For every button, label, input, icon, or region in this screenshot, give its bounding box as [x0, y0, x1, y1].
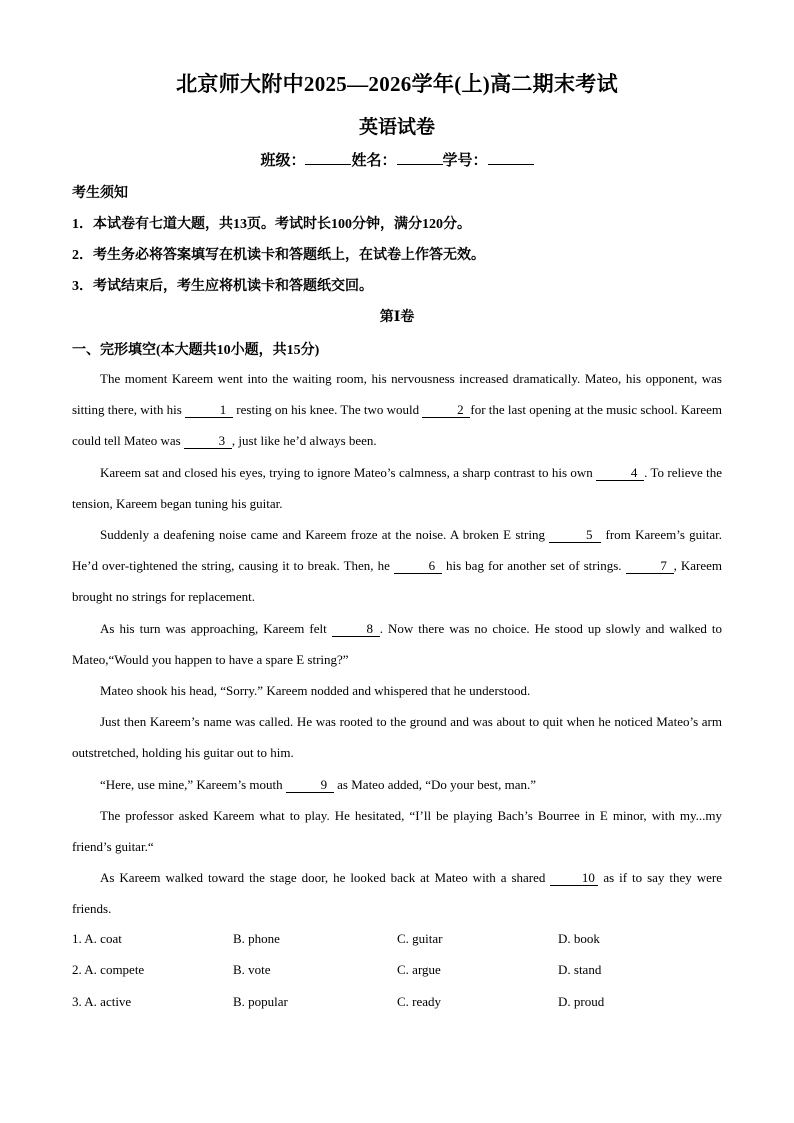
blank-6: 6 [394, 559, 442, 574]
exam-title: 北京师大附中2025—2026学年(上)高二期末考试 [176, 72, 618, 96]
option-2d: D. stand [558, 962, 602, 978]
blank-4: 4 [596, 466, 644, 481]
name-label: 姓名： [351, 153, 397, 169]
section-heading: 一、完形填空(本大题共10小题，共15分) [72, 343, 320, 358]
option-1b: B. phone [233, 931, 280, 946]
option-row-3 [72, 994, 722, 1025]
id-label: 学号： [442, 153, 488, 169]
blank-9: 9 [286, 778, 334, 793]
notice-item-2: 2．考生务必将答案填写在机读卡和答题纸上，在试卷上作答无效。 [72, 248, 485, 263]
class-blank [305, 150, 351, 165]
passage-paragraph: Kareem sat and closed his eyes, trying to ignore Mateo’s calmness, a sharp contrast to his own 4 . To relieve the tension, Kareem began tuning his guitar. [72, 464, 722, 511]
passage-paragraph: “Here, use mine,” Kareem’s mouth 9 as Mateo added, “Do your best, man.” [100, 776, 537, 792]
option-1c: C. guitar [397, 931, 443, 946]
exam-subtitle: 英语试卷 [358, 117, 435, 138]
passage-paragraph: Suddenly a deafening noise came and Kareem froze at the noise. A broken E string 5 from Kareem’s guitar. He’d over-tightened the string, causing it to break. Then, he 6 his bag for another set of strings. 7 , Kareem brought no strings for replacement. [72, 527, 723, 605]
passage-paragraph: Just then Kareem’s name was called. He was rooted to the ground and was about to quit when he noticed Mateo’s arm outstretched, holding his guitar out to him. [72, 714, 722, 761]
volume-heading: 第Ⅰ卷 [379, 310, 415, 325]
option-2a: 2. A. compete [72, 962, 145, 978]
option-row-2 [72, 962, 722, 993]
passage-paragraph: The moment Kareem went into the waiting room, his nervousness increased dramatically. Mateo, his opponent, was sitting there, with his 1 resting on his knee. The two would 2 for the last opening at the music school. Kareem could tell Mateo was 3 , just like he’d always been. [72, 371, 722, 449]
blank-3: 3 [184, 434, 232, 449]
notice-item-3: 3．考试结束后，考生应将机读卡和答题纸交回。 [72, 279, 373, 294]
blank-8: 8 [332, 622, 380, 637]
blank-10: 10 [550, 871, 598, 886]
option-3d: D. proud [558, 993, 605, 1009]
option-3c: C. ready [397, 993, 442, 1009]
passage-paragraph: As Kareem walked toward the stage door, he looked back at Mateo with a shared 10 as if to say they were friends. [72, 870, 722, 917]
id-blank [488, 150, 534, 165]
class-label: 班级： [260, 153, 306, 169]
option-2c: C. argue [397, 962, 441, 978]
blank-1: 1 [185, 403, 233, 418]
option-1d: D. book [558, 931, 600, 946]
blank-2: 2 [422, 403, 470, 418]
options-list [72, 931, 722, 1025]
passage-paragraph: As his turn was approaching, Kareem felt 8 . Now there was no choice. He stood up slowly and walked to Mateo,“Would you happen to have a spare E string?” [72, 620, 722, 667]
option-1a: 1. A. coat [72, 931, 122, 946]
passage-paragraph: The professor asked Kareem what to play. He hesitated, “I’ll be playing Bach’s Bourree in E minor, with my...my friend’s guitar.“ [72, 807, 722, 855]
option-3b: B. popular [233, 993, 288, 1009]
blank-7: 7 [626, 559, 674, 574]
notice-item-1: 1．本试卷有七道大题，共13页。考试时长100分钟，满分120分。 [72, 217, 471, 232]
option-2b: B. vote [233, 962, 271, 978]
passage-paragraph: Mateo shook his head, “Sorry.” Kareem nodded and whispered that he understood. [100, 683, 531, 699]
notice-heading: 考生须知 [72, 186, 128, 201]
blank-5: 5 [549, 528, 601, 543]
cloze-passage [72, 363, 722, 925]
option-row-1 [72, 931, 722, 962]
option-3a: 3. A. active [72, 993, 132, 1009]
name-blank [397, 150, 443, 165]
student-info-line [0, 149, 794, 170]
